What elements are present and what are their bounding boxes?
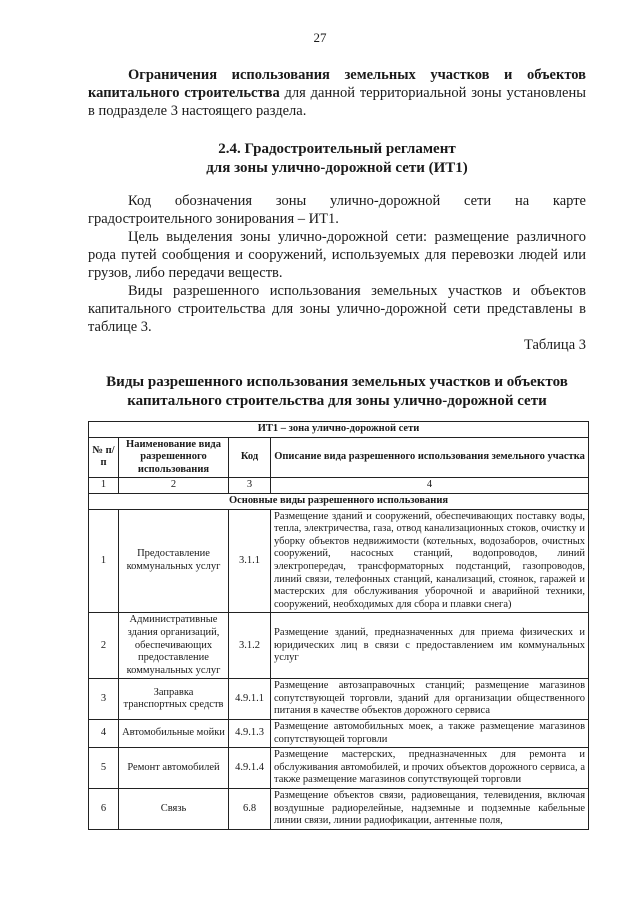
row-number: 4	[89, 720, 119, 748]
col-header-name: Наименование вида разрешенного использования	[119, 437, 229, 478]
row-use-name: Ремонт автомобилей	[119, 748, 229, 789]
table-row	[89, 720, 589, 748]
col-header-description: Описание вида разрешенного использования земельного участка	[271, 437, 589, 478]
row-number: 3	[89, 679, 119, 720]
col-number-3: 3	[229, 478, 271, 494]
row-description: Размещение автомобильных моек, а также размещение магазинов сопутствующей торговли	[271, 720, 589, 748]
row-description: Размещение мастерских, предназначенных для ремонта и обслуживания автомобилей, и прочих объектов дорожного сервиса, а также размещение магазинов сопутствующей торговли	[271, 748, 589, 789]
table-row	[89, 509, 589, 613]
group-header-row	[89, 493, 589, 509]
row-number: 2	[89, 613, 119, 679]
table-row	[89, 613, 589, 679]
intro-paragraph	[88, 66, 586, 120]
row-code: 4.9.1.1	[229, 679, 271, 720]
row-code: 3.1.1	[229, 509, 271, 613]
zone-header: ИТ1 – зона улично-дорожной сети	[89, 422, 589, 438]
section-title-line1: 2.4. Градостроительный регламент	[218, 141, 456, 157]
intro-rest-text: для данной территориальной зоны установлены в подразделе 3 настоящего раздела.	[88, 85, 586, 119]
zone-header-row	[89, 422, 589, 438]
section-title	[88, 140, 586, 178]
col-number-4: 4	[271, 478, 589, 494]
permitted-uses-table	[88, 421, 589, 830]
row-use-name: Автомобильные мойки	[119, 720, 229, 748]
table-label: Таблица 3	[523, 337, 586, 353]
row-use-name: Заправка транспортных средств	[119, 679, 229, 720]
row-number: 6	[89, 789, 119, 830]
col-header-number: № п/п	[89, 437, 119, 478]
page-number: 27	[313, 30, 327, 45]
paragraph-table-reference: Виды разрешенного использования земельных участков и объектов капитального строительства для зоны улично-дорожной сети представлены в таблице 3.	[88, 283, 586, 335]
row-number: 1	[89, 509, 119, 613]
row-code: 6.8	[229, 789, 271, 830]
row-code: 4.9.1.3	[229, 720, 271, 748]
group-header: Основные виды разрешенного использования	[89, 493, 589, 509]
row-use-name: Связь	[119, 789, 229, 830]
row-description: Размещение объектов связи, радиовещания, телевидения, включая воздушные радиорелейные, надземные и подземные кабельные линии связи, линии радиофикации, антенные поля,	[271, 789, 589, 830]
row-number: 5	[89, 748, 119, 789]
col-number-1: 1	[89, 478, 119, 494]
table-row	[89, 748, 589, 789]
table-title-line1: Виды разрешенного использования земельных участков и объектов	[106, 374, 568, 390]
row-description: Размещение зданий и сооружений, обеспечивающих поставку воды, тепла, электричества, газа, отвод канализационных стоков, очистку и уборку объектов недвижимости (котельных, водозаборов, очистных сооружений, насосных станций, водопроводов, линий электропередач, трансформаторных подстанций, газопроводов, линий связи, телефонных станций, канализаций, стоянок, гаражей и мастерских для обслуживания уборочной и аварийной техники, сооружений, необходимых для сбора и плавки снега)	[271, 509, 589, 613]
row-use-name: Предоставление коммунальных услуг	[119, 509, 229, 613]
row-code: 4.9.1.4	[229, 748, 271, 789]
table-row	[89, 789, 589, 830]
column-number-row	[89, 478, 589, 494]
col-number-2: 2	[119, 478, 229, 494]
column-header-row	[89, 437, 589, 478]
row-description: Размещение зданий, предназначенных для приема физических и юридических лиц в связи с предоставлением им коммунальных услуг	[271, 613, 589, 679]
row-description: Размещение автозаправочных станций; размещение магазинов сопутствующей торговли, зданий для организации общественного питания в качестве объектов дорожного сервиса	[271, 679, 589, 720]
section-title-line2: для зоны улично-дорожной сети (ИТ1)	[206, 160, 468, 176]
col-header-code: Код	[229, 437, 271, 478]
paragraph-zone-code: Код обозначения зоны улично-дорожной сети на карте градостроительного зонирования – ИТ1.	[88, 193, 586, 227]
row-use-name: Административные здания организаций, обеспечивающих предоставление коммунальных услуг	[119, 613, 229, 679]
intro-bold-text: Ограничения использования земельных участков и объектов капитального строительства	[88, 67, 586, 101]
table-row	[89, 679, 589, 720]
row-code: 3.1.2	[229, 613, 271, 679]
table-title-line2: капитального строительства для зоны улично-дорожной сети	[127, 393, 547, 409]
table-title	[88, 373, 586, 411]
paragraph-zone-purpose: Цель выделения зоны улично-дорожной сети: размещение различного рода путей сообщения и сооружений, используемых для перевозки людей или грузов, либо передачи веществ.	[88, 229, 586, 281]
